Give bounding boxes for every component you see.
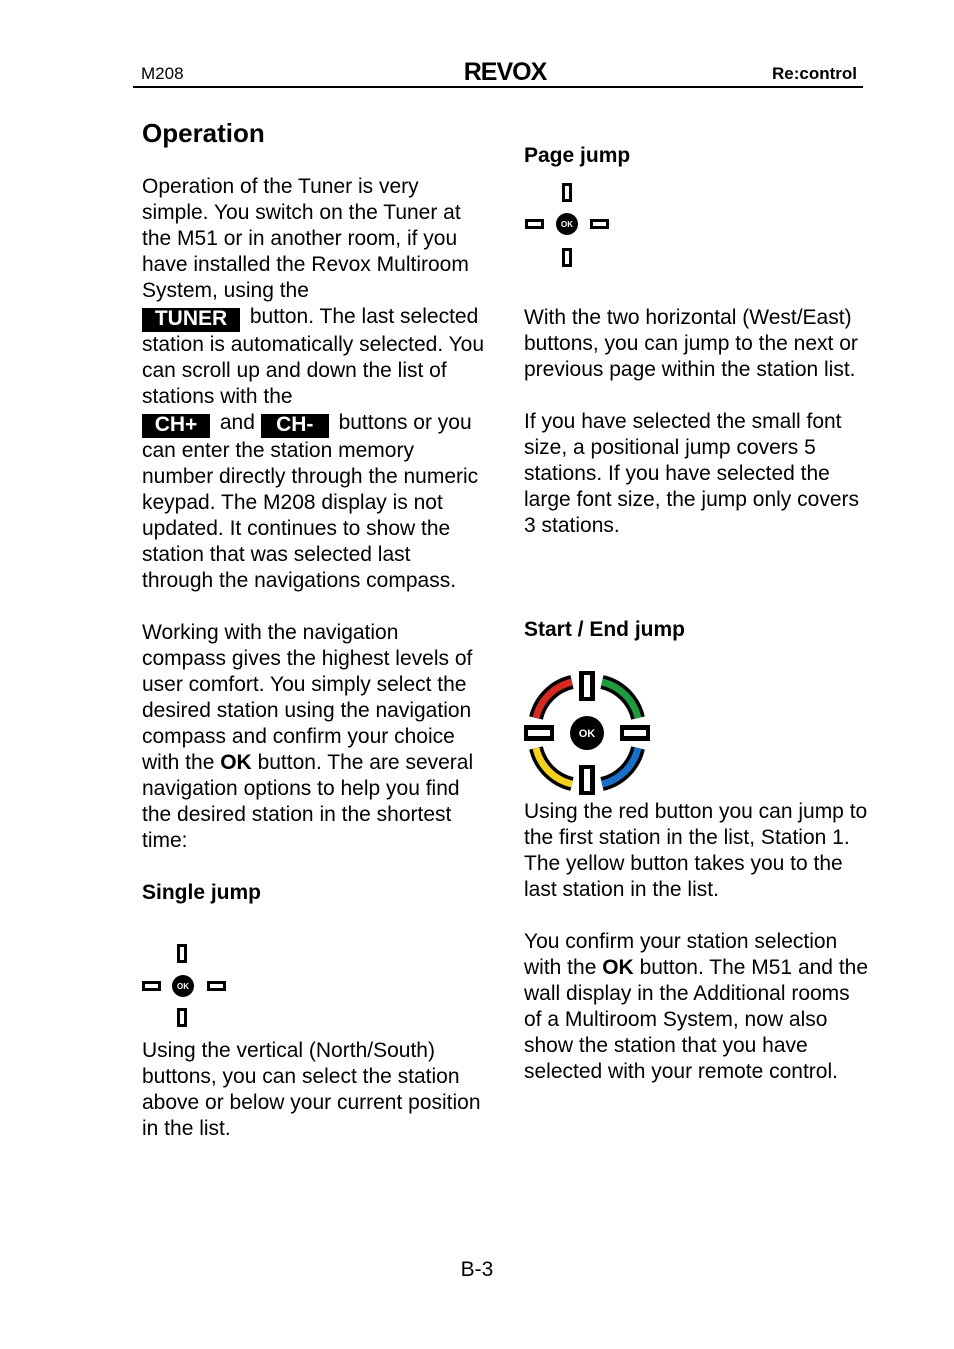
page-jump-title: Page jump (524, 144, 631, 167)
section-name: Re:control (772, 64, 857, 83)
start-end-compass-icon (522, 668, 652, 798)
page-jump-compass-icon (522, 180, 612, 270)
svg-text:REVOX: REVOX (463, 58, 547, 86)
svg-text:OK: OK (177, 982, 189, 991)
start-end-text: Using the red button you can jump to the first station in the list, Station 1. The yellow button takes you to the last station in the list. (524, 800, 868, 901)
page-number: B-3 (460, 1258, 494, 1281)
ch-minus-key: CH- (261, 414, 329, 438)
revox-logo (453, 58, 557, 86)
single-jump-compass-icon (140, 942, 230, 1032)
single-jump-title: Single jump (142, 881, 262, 904)
navigation-paragraph: Working with the navigation compass gives the highest levels of user comfort. You simply select the desired station using the navigation compass and confirm your choice with the OK button. The are several navigation options to help you find the desired station in the shortest time: (142, 621, 474, 852)
ok-word: OK (602, 956, 634, 979)
confirm-paragraph: You confirm your station selection with the OK button. The M51 and the wall display in the Additional rooms of a Multiroom System, now also show the station that you have selected with your remote control. (524, 930, 869, 1083)
tuner-key: TUNER (142, 308, 240, 332)
intro-paragraph: Operation of the Tuner is very simple. You switch on the Tuner at the M51 or in another room, if you have installed the Revox Multiroom System, using the TUNER button. The last selected station is automatically selected. You can scroll up and down the list of stations with the CH+ and CH- buttons or you can enter the station memory number directly through the numeric keypad. The M208 display is not updated. It continues to show the station that was selected last through the navigations compass. (142, 175, 485, 592)
svg-text:OK: OK (561, 220, 573, 229)
ok-word: OK (220, 751, 252, 774)
model-name: M208 (141, 64, 184, 83)
font-size-text: If you have selected the small font size, a positional jump covers 5 stations. If you have selected the large font size, the jump only covers 3 stations. (524, 410, 859, 537)
svg-text:OK: OK (578, 728, 596, 740)
single-jump-text: Using the vertical (North/South) buttons, you can select the station above or below your current position in the list. (142, 1039, 481, 1140)
page-title: Operation (142, 118, 265, 148)
ch-plus-key: CH+ (142, 414, 210, 438)
page-header (133, 60, 863, 88)
page-jump-text: With the two horizontal (West/East) buttons, you can jump to the next or previous page within the station list. (524, 306, 858, 381)
start-end-jump-title: Start / End jump (524, 618, 686, 641)
right-column (524, 143, 869, 1085)
